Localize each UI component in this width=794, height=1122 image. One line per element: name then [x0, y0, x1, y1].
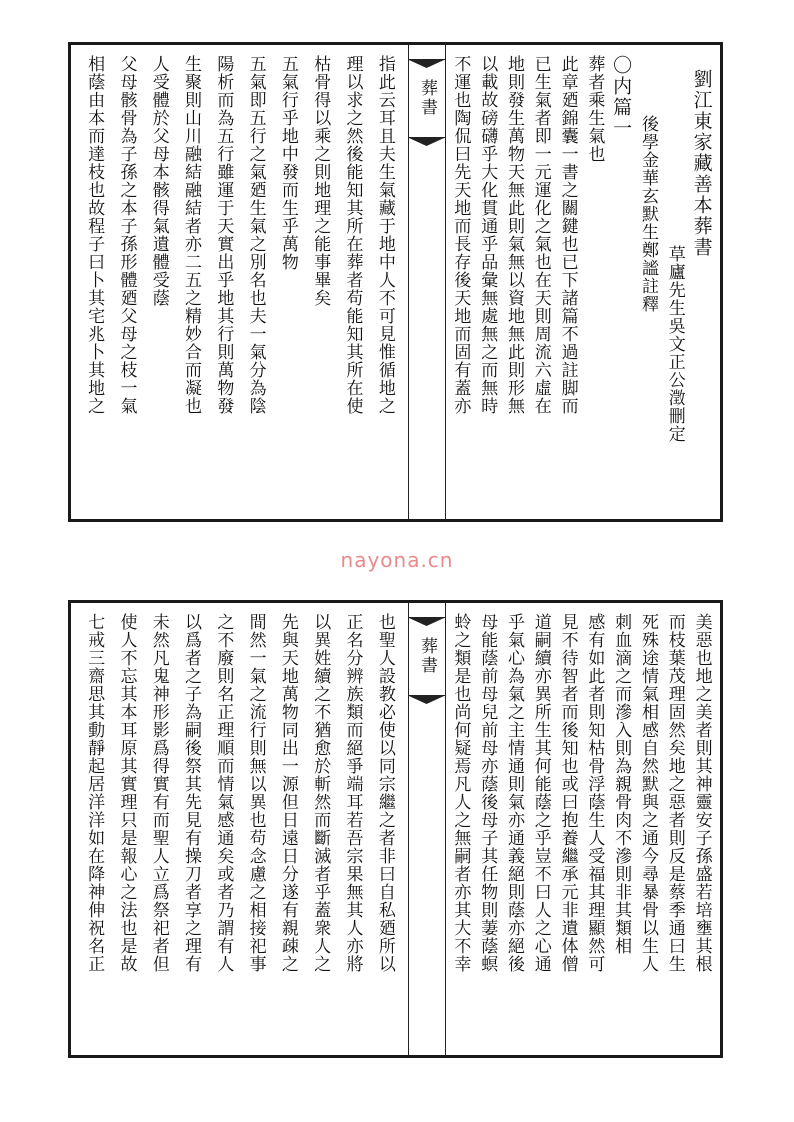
bottom-right-half: [440, 603, 720, 1055]
text-column: 之不廢則名正理順而情氣感通矣或者乃謂有人: [213, 613, 234, 973]
text-column: 地則發生萬物天無此則氣無以資地無此則形無: [503, 55, 524, 415]
text-column: 感有如此者則知枯骨浮蔭生人受福其理顯然可: [584, 613, 605, 973]
text-column: 以異姓續之不猶愈於斬然而斷滅者乎蓋衆人之: [310, 613, 331, 973]
text-column: 蛉之類是也尚何疑焉凡人之無嗣者亦其大不幸: [450, 613, 471, 973]
watermark: nayona.cn: [340, 548, 454, 572]
fish-tail-mark: [409, 617, 445, 628]
fish-tail-mark: [409, 695, 445, 706]
center-fold: [408, 603, 446, 1055]
text-column: 相蔭由本而達枝也故程子曰卜其宅兆卜其地之: [84, 55, 105, 415]
text-column: 美惡也地之美者則其神靈安子孫盛若培壅其根: [691, 613, 712, 973]
annotator-line: 後學金華玄默生鄭謐註釋: [637, 115, 658, 313]
text-column: 見不待智者而後知也或曰抱養繼承元非遺体僧: [557, 613, 578, 973]
text-column: 此章廼錦囊一書之關鍵也已下諸篇不過註脚而: [557, 55, 578, 415]
text-column: 不運也陶侃曰先天地而長存後天地而固有蓋亦: [450, 55, 471, 415]
fish-tail-mark: [409, 137, 445, 148]
fish-tail-mark: [409, 59, 445, 70]
text-column: 陽析而為五行雖運于天實出乎地其行則萬物發: [213, 55, 234, 415]
text-column: 五氣行乎地中發而生乎萬物: [277, 55, 298, 271]
text-column: 葬者乘生氣也: [584, 55, 605, 163]
top-right-half: [440, 45, 720, 519]
text-column: 刺血滴之而滲入則為親骨肉不滲則非其類相: [611, 613, 632, 955]
text-column: 人受體於父母本骸得氣遺體受蔭: [148, 55, 169, 307]
text-column: 未然凡鬼神形影爲得實有而聖人立爲祭祀者但: [148, 613, 169, 973]
text-column: 已生氣者即一元運化之氣也在天則周流六虛在: [530, 55, 551, 415]
text-column: 道嗣續亦異所生其何能蔭之乎豈不曰人之心通: [530, 613, 551, 973]
text-column: 也聖人設教必使以同宗繼之者非曰自私廼所以: [374, 613, 395, 973]
text-column: 枯骨得以乘之則地理之能事畢矣: [310, 55, 331, 307]
chapter-heading: 〇内篇一: [610, 55, 633, 139]
bottom-left-half: [71, 603, 406, 1055]
text-column: 間然一氣之流行則無以異也苟念慮之相接祀事: [245, 613, 266, 973]
text-column: 以載故磅礴乎大化貫通乎品彙無處無之而無時: [477, 55, 498, 415]
text-column: 死殊途情氣相感自然默與之通今尋暴骨以生人: [637, 613, 658, 973]
text-column: 正名分辨族類而絕爭端耳若吾宗果無其人亦將: [342, 613, 363, 973]
top-left-half: [71, 45, 406, 519]
text-column: 以爲者之子為嗣後祭其先見有操刀者享之理有: [181, 613, 202, 973]
text-column: 父母骸骨為子孫之本子孫形體廼父母之枝一氣: [116, 55, 137, 415]
text-column: 指此云耳且夫生氣藏于地中人不可見惟循地之: [374, 55, 395, 415]
center-fold: [408, 45, 446, 519]
text-column: 五氣即五行之氣廼生氣之別名也夫一氣分為陰: [245, 55, 266, 415]
text-column: 乎氣心為氣之主情通則氣亦通義絕則蔭亦絕後: [503, 613, 524, 973]
book-title: 劉江東家藏善本葬書: [690, 69, 713, 258]
text-column: 七戒三齋思其動靜起居洋洋如在降神伸祝名正: [84, 613, 105, 973]
text-column: 生聚則山川融結融結者亦二五之精妙合而凝也: [181, 55, 202, 415]
fold-title: 葬書: [417, 637, 437, 675]
fold-title: 葬書: [417, 79, 437, 117]
editor-line: 草廬先生吳文正公澂刪定: [664, 245, 685, 443]
text-column: 理以求之然後能知其所在葬者苟能知其所在使: [342, 55, 363, 415]
text-column: 使人不忘其本耳原其實理只是報心之法也是故: [116, 613, 137, 973]
bottom-page: [68, 600, 723, 1058]
top-page: [68, 42, 723, 522]
text-column: 而枝葉茂理固然矣地之惡者則反是蔡季通曰生: [664, 613, 685, 973]
text-column: 母能蔭前母兒前母亦蔭後母子其任物則萋蔭螟: [477, 613, 498, 973]
text-column: 先與天地萬物同出一源但日遠日分遂有親疎之: [277, 613, 298, 973]
